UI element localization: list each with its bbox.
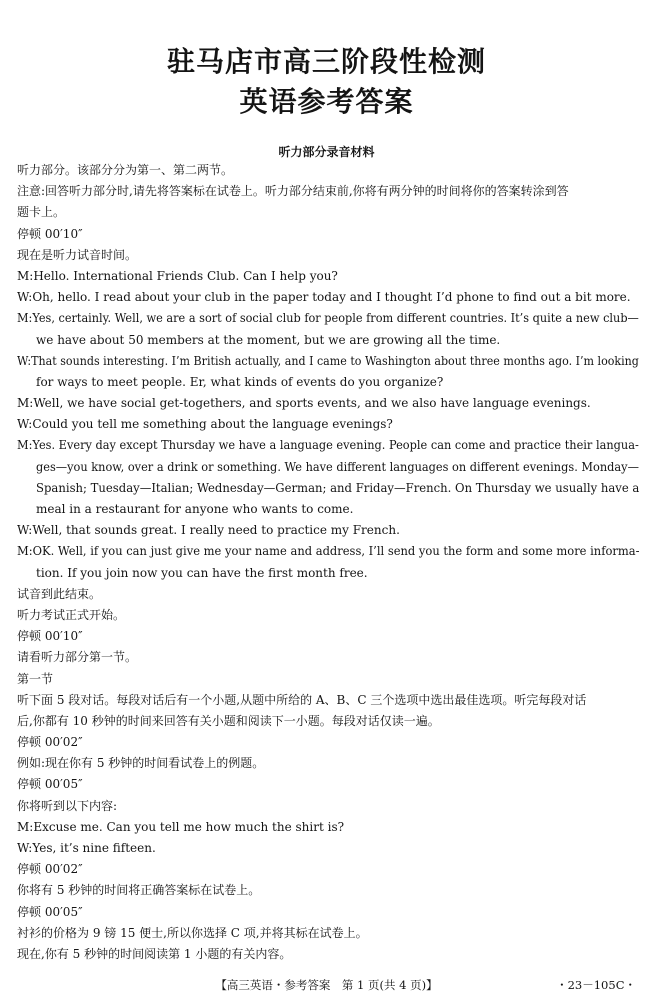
text-line: 后,你都有 10 秒钟的时间来回答有关小题和阅读下一小题。每段对话仅读一遍。 bbox=[17, 713, 440, 728]
footer-page-label: 【高三英语・参考答案 第 1 页(共 4 页)】 bbox=[215, 978, 438, 992]
text-line: 试音到此结束。 bbox=[17, 586, 102, 601]
text-line: W:Well, that sounds great. I really need to practice my French. bbox=[17, 523, 400, 538]
page-footer bbox=[0, 975, 653, 995]
text-line: 衬衫的价格为 9 镑 15 便士,所以你选择 C 项,并将其标在试卷上。 bbox=[17, 925, 368, 940]
text-line: 第一节 bbox=[17, 671, 54, 686]
document-subtitle-title: 英语参考答案 bbox=[239, 85, 414, 118]
text-line: 停顿 00′02″ bbox=[17, 862, 83, 877]
text-line: 你将有 5 秒钟的时间将正确答案标在试卷上。 bbox=[17, 883, 261, 898]
text-line: M:Excuse me. Can you tell me how much the shirt is? bbox=[17, 819, 345, 834]
text-line: W:Oh, hello. I read about your club in the paper today and I thought I’d phone to find out a bit more. bbox=[17, 290, 631, 305]
text-line: 现在,你有 5 秒钟的时间阅读第 1 小题的有关内容。 bbox=[17, 946, 292, 961]
text-line: 停顿 00′05″ bbox=[17, 904, 83, 919]
text-line: for ways to meet people. Er, what kinds of events do you organize? bbox=[36, 374, 444, 389]
text-line: 注意:回答听力部分时,请先将答案标在试卷上。听力部分结束前,你将有两分钟的时间将你的答案转涂到答 bbox=[17, 184, 569, 199]
text-line: 你将听到以下内容: bbox=[17, 798, 118, 813]
text-line: 听力考试正式开始。 bbox=[17, 607, 126, 622]
text-line: 题卡上。 bbox=[17, 205, 66, 220]
text-line: 停顿 00′10″ bbox=[17, 226, 83, 241]
text-line: 停顿 00′05″ bbox=[17, 777, 83, 792]
text-line: W:Could you tell me something about the language evenings? bbox=[17, 417, 393, 432]
text-line: 听力部分。该部分分为第一、第二两节。 bbox=[17, 163, 234, 177]
footer-code: ・23－105C・ bbox=[556, 978, 636, 992]
text-line: 停顿 00′10″ bbox=[17, 629, 83, 644]
document-title: 驻马店市高三阶段性检测 bbox=[166, 45, 486, 78]
text-line: Spanish; Tuesday—Italian; Wednesday—German; and Friday—French. On Thursday we usually have a bbox=[36, 480, 639, 495]
text-line: 例如:现在你有 5 秒钟的时间看试卷上的例题。 bbox=[17, 756, 265, 771]
text-line: we have about 50 members at the moment, but we are growing all the time. bbox=[36, 332, 501, 347]
section-heading: 听力部分录音材料 bbox=[278, 145, 375, 159]
text-line: W:That sounds interesting. I’m British actually, and I came to Washington about three months ago. I’m looking bbox=[17, 353, 639, 368]
text-line: M:Well, we have social get-togethers, and sports events, and we also have language evenings. bbox=[17, 396, 591, 411]
text-line: 现在是听力试音时间。 bbox=[17, 247, 138, 262]
text-line: ges—you know, over a drink or something. We have different languages on different evenings. Monday— bbox=[36, 459, 639, 474]
text-line: M:Yes, certainly. Well, we are a sort of social club for people from different countries. It’s quite a new club— bbox=[17, 311, 639, 326]
text-line: M:Hello. International Friends Club. Can I help you? bbox=[17, 268, 338, 283]
text-line: W:Yes, it’s nine fifteen. bbox=[17, 841, 156, 855]
text-line: meal in a restaurant for anyone who wants to come. bbox=[36, 502, 354, 516]
text-line: tion. If you join now you can have the first month free. bbox=[36, 565, 368, 580]
text-line: M:OK. Well, if you can just give me your name and address, I’ll send you the form and some more informa- bbox=[17, 544, 639, 559]
text-line: 请看听力部分第一节。 bbox=[17, 650, 138, 665]
transcript-body bbox=[17, 160, 639, 965]
text-line: M:Yes. Every day except Thursday we have a language evening. People can come and practice their langua- bbox=[17, 438, 639, 453]
text-line: 听下面 5 段对话。每段对话后有一个小题,从题中所给的 A、B、C 三个选项中选出最佳选项。听完每段对话 bbox=[17, 692, 587, 707]
text-line: 停顿 00′02″ bbox=[17, 735, 83, 750]
